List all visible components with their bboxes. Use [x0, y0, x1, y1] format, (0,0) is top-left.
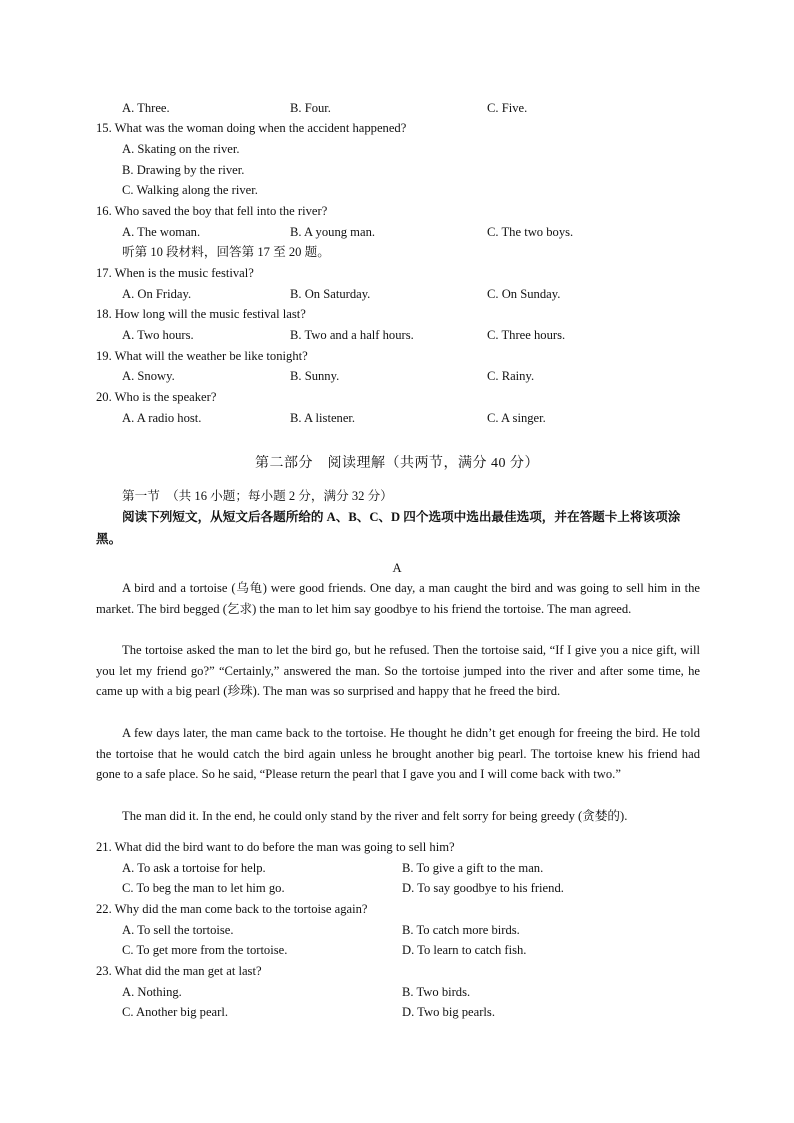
- q22-option-a: A. To sell the tortoise.: [122, 923, 234, 937]
- q19-stem: 19. What will the weather be like tonight?: [96, 349, 308, 363]
- q20-option-c: C. A singer.: [487, 411, 546, 425]
- q16-option-a: A. The woman.: [122, 225, 201, 239]
- q18-stem: 18. How long will the music festival last?: [96, 307, 306, 321]
- section1-instruction: 阅读下列短文，从短文后各题所给的 A、B、C、D 四个选项中选出最佳选项，并在答题卡上将该项涂黑。: [96, 510, 681, 546]
- q14-option-c: C. Five.: [487, 101, 528, 115]
- q15-option-a: A. Skating on the river.: [122, 142, 240, 156]
- q17-option-b: B. On Saturday.: [290, 287, 371, 301]
- q22-option-d: D. To learn to catch fish.: [402, 943, 527, 957]
- q23-option-c: C. Another big pearl.: [122, 1005, 228, 1019]
- q23-option-d: D. Two big pearls.: [402, 1005, 495, 1019]
- q21-option-d: D. To say goodbye to his friend.: [402, 881, 564, 895]
- listening-instruction: 听第 10 段材料，回答第 17 至 20 题。: [122, 245, 330, 259]
- q17-option-c: C. On Sunday.: [487, 287, 561, 301]
- q18-option-c: C. Three hours.: [487, 328, 566, 342]
- q21-option-c: C. To beg the man to let him go.: [122, 881, 285, 895]
- q20-stem: 20. Who is the speaker?: [96, 390, 217, 404]
- q16-option-c: C. The two boys.: [487, 225, 574, 239]
- q14-option-b: B. Four.: [290, 101, 331, 115]
- q18-option-a: A. Two hours.: [122, 328, 194, 342]
- passage-paragraph-3: A few days later, the man came back to the tortoise. He thought he didn’t get enough for freeing the bird. He told the tortoise that he would catch the bird again unless he brought another big pearl. The tortoise knew his friend had gone to a safe place. So he said, “Please return the pearl that I gave you and I will come back with two.”: [96, 726, 700, 782]
- q18-option-b: B. Two and a half hours.: [290, 328, 414, 342]
- q14-option-a: A. Three.: [122, 101, 170, 115]
- q19-option-a: A. Snowy.: [122, 369, 175, 383]
- q21-stem: 21. What did the bird want to do before the man was going to sell him?: [96, 840, 455, 854]
- q22-stem: 22. Why did the man come back to the tortoise again?: [96, 902, 368, 916]
- q16-stem: 16. Who saved the boy that fell into the river?: [96, 204, 328, 218]
- q23-stem: 23. What did the man get at last?: [96, 964, 262, 978]
- q17-option-a: A. On Friday.: [122, 287, 192, 301]
- q19-option-c: C. Rainy.: [487, 369, 535, 383]
- q21-option-b: B. To give a gift to the man.: [402, 861, 544, 875]
- q23-option-b: B. Two birds.: [402, 985, 471, 999]
- passage-paragraph-2: The tortoise asked the man to let the bird go, but he refused. Then the tortoise said, “If I give you a nice gift, will you let my friend go?” “Certainly,” answered the man. So the tortoise jumped into the river and after some time, he came up with a big pearl (珍珠). The man was so surprised and happy that he freed the bird.: [96, 643, 700, 699]
- q22-option-c: C. To get more from the tortoise.: [122, 943, 288, 957]
- passage-paragraph-1: A bird and a tortoise (乌龟) were good friends. One day, a man caught the bird and was going to sell him in the market. The bird begged (乞求) the man to let him say goodbye to his friend the tortoise. The man agreed.: [96, 581, 700, 616]
- passage-paragraph-4: The man did it. In the end, he could only stand by the river and felt sorry for being greedy (贪婪的).: [122, 809, 628, 823]
- passage-label: A: [392, 561, 402, 575]
- q15-stem: 15. What was the woman doing when the accident happened?: [96, 121, 407, 135]
- q21-option-a: A. To ask a tortoise for help.: [122, 861, 266, 875]
- q16-option-b: B. A young man.: [290, 225, 376, 239]
- q17-stem: 17. When is the music festival?: [96, 266, 254, 280]
- q23-option-a: A. Nothing.: [122, 985, 182, 999]
- part2-title: 第二部分 阅读理解（共两节，满分 40 分）: [255, 456, 539, 471]
- q22-option-b: B. To catch more birds.: [402, 923, 520, 937]
- q20-option-b: B. A listener.: [290, 411, 356, 425]
- q20-option-a: A. A radio host.: [122, 411, 202, 425]
- section1-title: 第一节 （共 16 小题；每小题 2 分，满分 32 分）: [122, 489, 393, 503]
- q15-option-b: B. Drawing by the river.: [122, 163, 245, 177]
- q19-option-b: B. Sunny.: [290, 369, 340, 383]
- q15-option-c: C. Walking along the river.: [122, 183, 258, 197]
